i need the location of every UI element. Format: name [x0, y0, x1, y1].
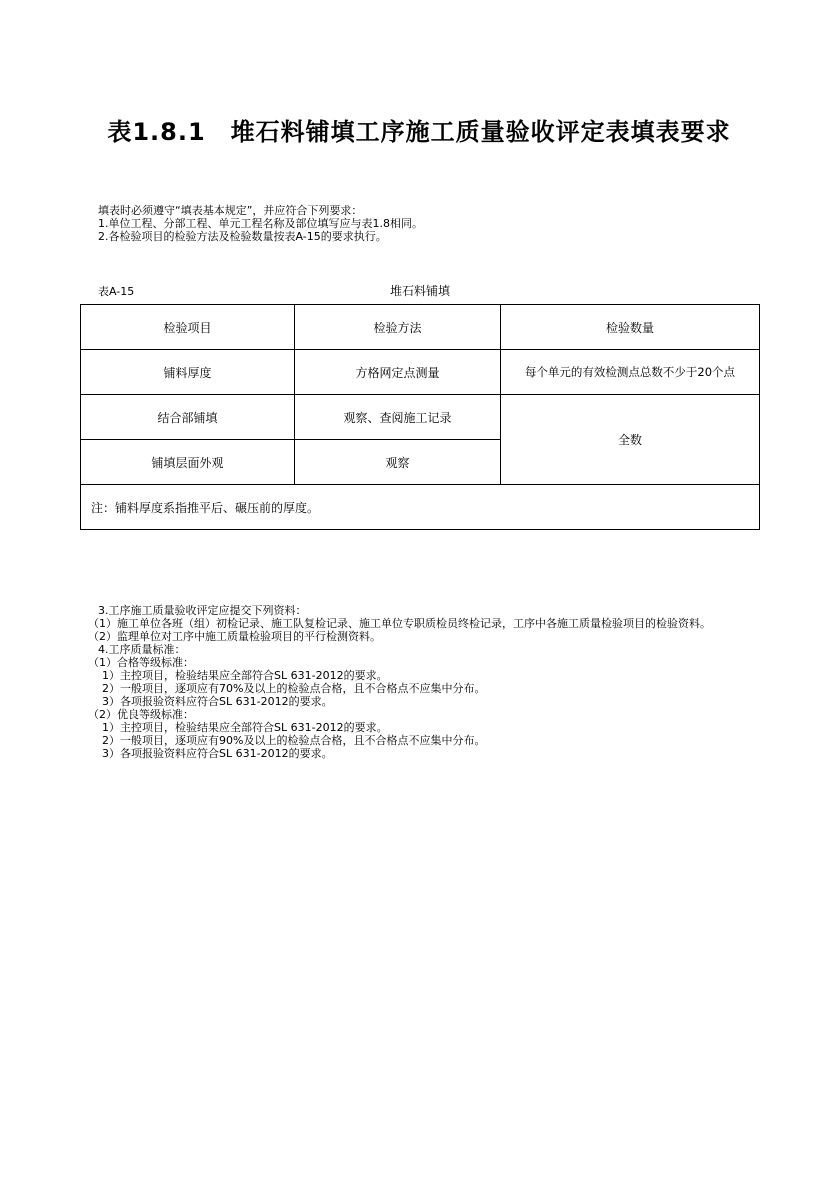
intro-line: 2.各检验项目的检验方法及检验数量按表A-15的要求执行。 [98, 230, 387, 243]
table-note: 注：铺料厚度系指推平后、碾压前的厚度。 [81, 485, 760, 530]
intro-text [98, 204, 423, 243]
req-line: 4.工序质量标准： [98, 643, 186, 656]
item-cell: 铺填层面外观 [81, 440, 295, 485]
quantity-cell: 每个单元的有效检测点总数不少于20个点 [501, 350, 760, 395]
req-line: （1）施工单位各班（组）初检记录、施工队复检记录、施工单位专职质检员终检记录，工序中各施工质量检验项目的检验资料。 [88, 617, 711, 630]
intro-line: 填表时必须遵守“填表基本规定”，并应符合下列要求： [98, 204, 363, 217]
table-caption: 堆石料铺填 [389, 284, 450, 298]
quantity-cell: 全数 [501, 395, 760, 485]
method-cell: 观察、查阅施工记录 [295, 395, 501, 440]
page-title: 表1.8.1 堆石料铺填工序施工质量验收评定表填表要求 [107, 118, 731, 146]
table-note-row [81, 485, 760, 530]
item-cell: 结合部铺填 [81, 395, 295, 440]
req-line: （2）监理单位对工序中施工质量检验项目的平行检测资料。 [88, 630, 381, 643]
table-header-row [81, 305, 760, 350]
inspection-table [80, 304, 760, 530]
req-line: 2）一般项目，逐项应有90%及以上的检验点合格，且不合格点不应集中分布。 [102, 734, 486, 747]
req-line: 3）各项报验资料应符合SL 631-2012的要求。 [102, 695, 333, 708]
method-cell: 方格网定点测量 [295, 350, 501, 395]
header-item: 检验项目 [81, 305, 295, 350]
req-line: 1）主控项目，检验结果应全部符合SL 631-2012的要求。 [102, 669, 388, 682]
req-line: 1）主控项目，检验结果应全部符合SL 631-2012的要求。 [102, 721, 388, 734]
requirements-text [84, 604, 764, 760]
header-method: 检验方法 [295, 305, 501, 350]
req-line: 3）各项报验资料应符合SL 631-2012的要求。 [102, 747, 333, 760]
header-quantity: 检验数量 [501, 305, 760, 350]
table-number: 表A-15 [98, 285, 135, 298]
intro-line: 1.单位工程、分部工程、单元工程名称及部位填写应与表1.8相同。 [98, 217, 423, 230]
table-row [81, 395, 760, 440]
item-cell: 铺料厚度 [81, 350, 295, 395]
table-row [81, 350, 760, 395]
req-line: 3.工序施工质量验收评定应提交下列资料： [98, 604, 307, 617]
req-line: 2）一般项目，逐项应有70%及以上的检验点合格，且不合格点不应集中分布。 [102, 682, 486, 695]
req-line: （2）优良等级标准： [88, 708, 194, 721]
method-cell: 观察 [295, 440, 501, 485]
req-line: （1）合格等级标准： [88, 656, 194, 669]
